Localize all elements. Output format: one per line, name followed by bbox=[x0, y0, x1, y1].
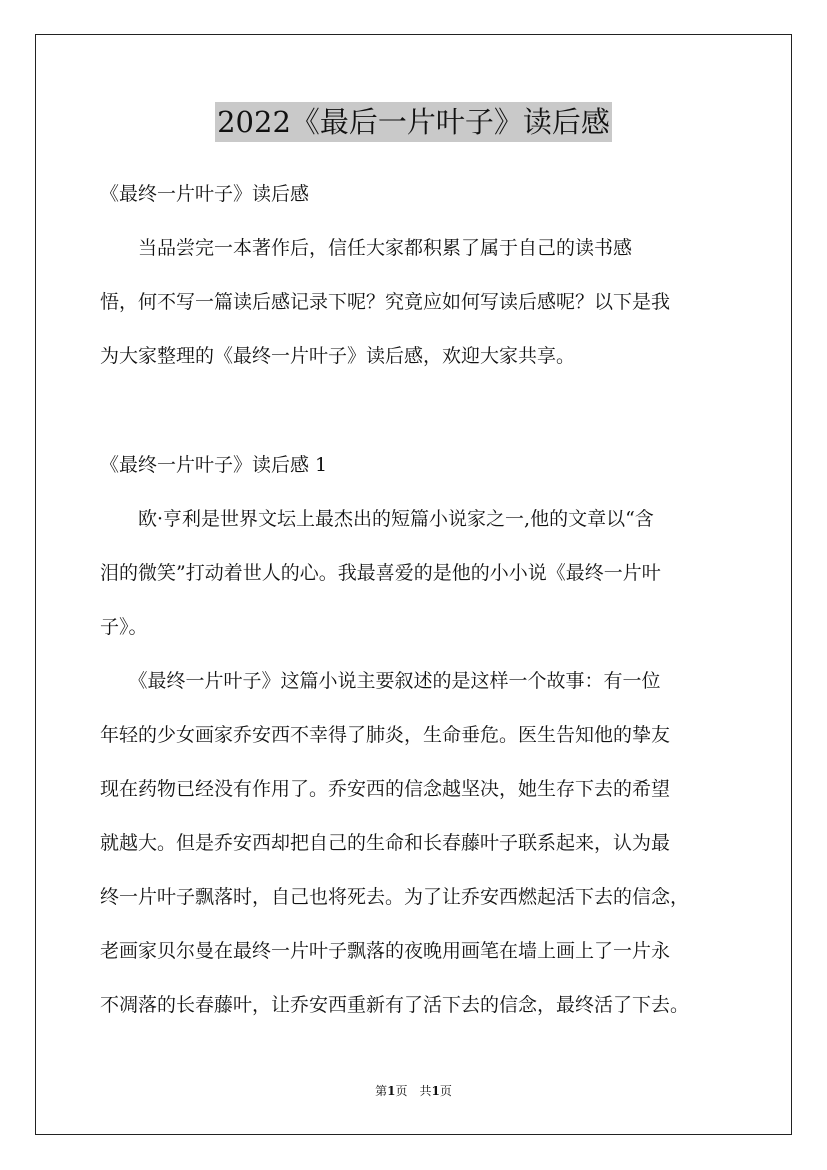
footer-mid: 页 共 bbox=[395, 1084, 432, 1098]
footer-page-number: 1 bbox=[387, 1084, 396, 1098]
page-footer bbox=[0, 1083, 827, 1099]
subtitle: 《最终一片叶子》读后感 bbox=[100, 183, 310, 205]
para2-line-6: 老画家贝尔曼在最终一片叶子飘落的夜晚用画笔在墙上画上了一片永 bbox=[100, 940, 671, 962]
para2-line-2: 年轻的少女画家乔安西不幸得了肺炎，生命垂危。医生告知他的挚友 bbox=[100, 724, 671, 746]
section-heading: 《最终一片叶子》读后感 1 bbox=[100, 454, 328, 476]
title-container bbox=[0, 102, 827, 142]
intro-line-3: 为大家整理的《最终一片叶子》读后感，欢迎大家共享。 bbox=[100, 345, 576, 367]
intro-line-1: 当品尝完一本著作后，信任大家都积累了属于自己的读书感 bbox=[100, 237, 633, 259]
footer-total-pages: 1 bbox=[431, 1084, 440, 1098]
page-title: 2022《最后一片叶子》读后感 bbox=[215, 102, 612, 142]
para2-line-4: 就越大。但是乔安西却把自己的生命和长春藤叶子联系起来，认为最 bbox=[100, 832, 671, 854]
para2-line-7: 不凋落的长春藤叶，让乔安西重新有了活下去的信念，最终活了下去。 bbox=[100, 994, 690, 1016]
para1-line-3: 子》。 bbox=[100, 616, 148, 638]
para2-line-3: 现在药物已经没有作用了。乔安西的信念越坚决，她生存下去的希望 bbox=[100, 778, 671, 800]
intro-line-2: 悟，何不写一篇读后感记录下呢？究竟应如何写读后感呢？以下是我 bbox=[100, 291, 671, 313]
para2-line-1: 《最终一片叶子》这篇小说主要叙述的是这样一个故事：有一位 bbox=[100, 670, 661, 692]
footer-suffix: 页 bbox=[439, 1084, 452, 1098]
para1-line-2: 泪的微笑”打动着世人的心。我最喜爱的是他的小小说《最终一片叶 bbox=[100, 562, 661, 584]
footer-prefix: 第 bbox=[375, 1084, 388, 1098]
para2-line-5: 终一片叶子飘落时，自己也将死去。为了让乔安西燃起活下去的信念， bbox=[100, 886, 690, 908]
para1-line-1: 欧·亨利是世界文坛上最杰出的短篇小说家之一,他的文章以“含 bbox=[100, 508, 654, 530]
